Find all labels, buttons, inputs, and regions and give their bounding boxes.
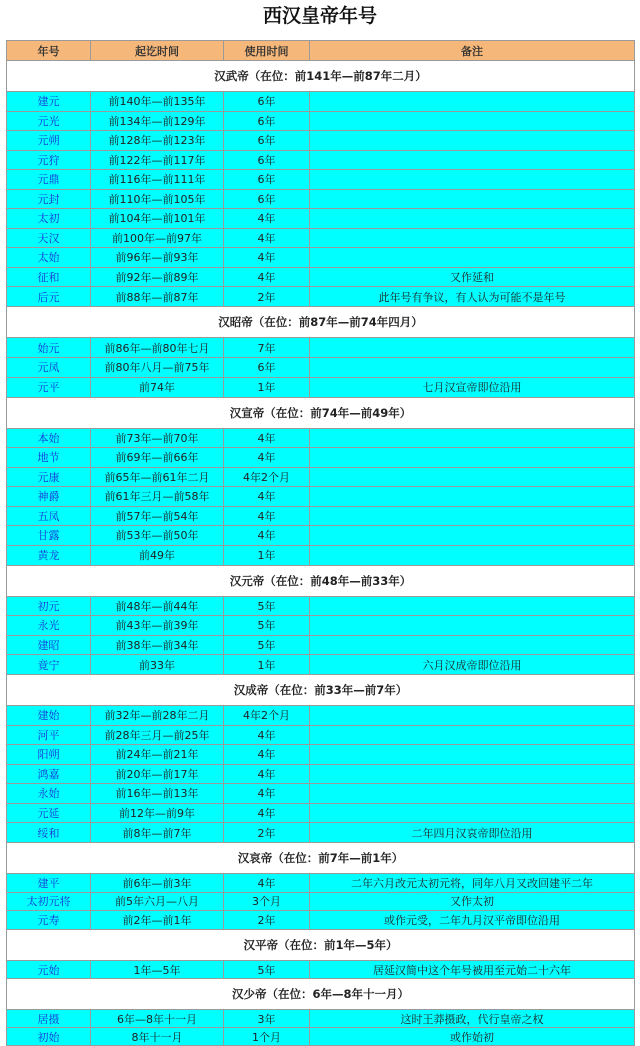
- era-row: [7, 428, 635, 448]
- era-duration: 4年: [224, 428, 310, 448]
- emperor-heading: 汉武帝（在位：前141年—前87年二月）: [7, 61, 635, 92]
- era-period: 前57年—前54年: [91, 506, 224, 526]
- era-name: 永光: [7, 616, 91, 636]
- era-notes: [310, 616, 635, 636]
- era-name: 天汉: [7, 228, 91, 248]
- era-name: 元延: [7, 803, 91, 823]
- header-notes: 备注: [310, 41, 635, 61]
- era-row: [7, 506, 635, 526]
- era-row: [7, 287, 635, 307]
- era-period: 前53年—前50年: [91, 526, 224, 546]
- era-notes: [310, 545, 635, 565]
- era-duration: 6年: [224, 92, 310, 112]
- era-period: 前88年—前87年: [91, 287, 224, 307]
- era-duration: 4年: [224, 725, 310, 745]
- era-duration: 4年: [224, 784, 310, 804]
- era-duration: 6年: [224, 358, 310, 378]
- emperor-row: [7, 565, 635, 596]
- era-notes: [310, 764, 635, 784]
- era-notes: 或作始初: [310, 1028, 635, 1046]
- era-name: 五凤: [7, 506, 91, 526]
- era-name: 征和: [7, 267, 91, 287]
- era-name: 地节: [7, 448, 91, 468]
- era-period: 前5年六月—八月: [91, 892, 224, 911]
- era-name: 元朔: [7, 131, 91, 151]
- era-notes: 二年六月改元太初元将，同年八月又改回建平二年: [310, 874, 635, 893]
- era-notes: 又作延和: [310, 267, 635, 287]
- era-name: 本始: [7, 428, 91, 448]
- era-row: [7, 545, 635, 565]
- era-duration: 4年2个月: [224, 706, 310, 726]
- era-notes: [310, 635, 635, 655]
- era-duration: 1年: [224, 655, 310, 675]
- emperor-heading: 汉哀帝（在位：前7年—前1年）: [7, 843, 635, 874]
- era-period: 前8年—前7年: [91, 823, 224, 843]
- header-duration: 使用时间: [224, 41, 310, 61]
- era-row: [7, 92, 635, 112]
- era-period: 前2年—前1年: [91, 911, 224, 930]
- era-notes: [310, 526, 635, 546]
- era-name: 元鼎: [7, 170, 91, 190]
- era-row: [7, 526, 635, 546]
- era-duration: 1个月: [224, 1028, 310, 1046]
- era-notes: [310, 92, 635, 112]
- era-row: [7, 706, 635, 726]
- era-name: 阳朔: [7, 745, 91, 765]
- era-notes: 又作太初: [310, 892, 635, 911]
- era-notes: 二年四月汉哀帝即位沿用: [310, 823, 635, 843]
- era-notes: [310, 338, 635, 358]
- era-row: [7, 170, 635, 190]
- era-duration: 4年: [224, 506, 310, 526]
- era-row: [7, 338, 635, 358]
- era-row: [7, 228, 635, 248]
- era-name: 永始: [7, 784, 91, 804]
- era-period: 前20年—前17年: [91, 764, 224, 784]
- era-duration: 4年: [224, 267, 310, 287]
- era-row: [7, 823, 635, 843]
- era-notes: [310, 706, 635, 726]
- era-duration: 4年: [224, 874, 310, 893]
- era-row: [7, 874, 635, 893]
- emperor-heading: 汉少帝（在位：6年—8年十一月）: [7, 979, 635, 1010]
- emperor-row: [7, 930, 635, 961]
- era-duration: 1年: [224, 377, 310, 397]
- table-header: [7, 41, 635, 61]
- era-name: 太初: [7, 209, 91, 229]
- era-name: 建元: [7, 92, 91, 112]
- era-notes: 这时王莽摄政，代行皇帝之权: [310, 1010, 635, 1028]
- era-duration: 3年: [224, 1010, 310, 1028]
- emperor-heading: 汉昭帝（在位：前87年—前74年四月）: [7, 307, 635, 338]
- era-row: [7, 467, 635, 487]
- era-row: [7, 131, 635, 151]
- era-duration: 4年: [224, 764, 310, 784]
- era-duration: 4年: [224, 526, 310, 546]
- era-name: 元封: [7, 189, 91, 209]
- era-duration: 1年: [224, 545, 310, 565]
- era-notes: [310, 358, 635, 378]
- era-duration: 7年: [224, 338, 310, 358]
- era-notes: [310, 228, 635, 248]
- era-row: [7, 248, 635, 268]
- era-name: 鸿嘉: [7, 764, 91, 784]
- era-duration: 6年: [224, 189, 310, 209]
- era-period: 前38年—前34年: [91, 635, 224, 655]
- era-period: 前6年—前3年: [91, 874, 224, 893]
- era-notes: [310, 596, 635, 616]
- era-duration: 6年: [224, 150, 310, 170]
- era-notes: [310, 248, 635, 268]
- era-period: 前134年—前129年: [91, 111, 224, 131]
- emperor-heading: 汉宣帝（在位：前74年—前49年）: [7, 397, 635, 428]
- era-notes: 此年号有争议，有人认为可能不是年号: [310, 287, 635, 307]
- era-notes: [310, 428, 635, 448]
- era-row: [7, 725, 635, 745]
- era-row: [7, 596, 635, 616]
- era-duration: 4年: [224, 228, 310, 248]
- era-name: 元寿: [7, 911, 91, 930]
- era-duration: 4年: [224, 248, 310, 268]
- era-period: 前116年—前111年: [91, 170, 224, 190]
- era-notes: 六月汉成帝即位沿用: [310, 655, 635, 675]
- era-period: 前24年—前21年: [91, 745, 224, 765]
- era-name: 建始: [7, 706, 91, 726]
- emperor-row: [7, 307, 635, 338]
- era-name: 河平: [7, 725, 91, 745]
- era-period: 前48年—前44年: [91, 596, 224, 616]
- era-row: [7, 764, 635, 784]
- era-row: [7, 784, 635, 804]
- table-body: [7, 61, 635, 1046]
- era-name: 黄龙: [7, 545, 91, 565]
- era-duration: 5年: [224, 616, 310, 636]
- era-notes: 七月汉宣帝即位沿用: [310, 377, 635, 397]
- era-period: 前69年—前66年: [91, 448, 224, 468]
- era-name: 太初元将: [7, 892, 91, 911]
- emperor-row: [7, 979, 635, 1010]
- era-name: 太始: [7, 248, 91, 268]
- era-notes: 或作元受，二年九月汉平帝即位沿用: [310, 911, 635, 930]
- era-name: 甘露: [7, 526, 91, 546]
- era-period: 前43年—前39年: [91, 616, 224, 636]
- era-name: 元始: [7, 961, 91, 979]
- era-name: 竟宁: [7, 655, 91, 675]
- era-row: [7, 448, 635, 468]
- era-duration: 4年: [224, 487, 310, 507]
- era-name: 神爵: [7, 487, 91, 507]
- era-notes: [310, 150, 635, 170]
- era-name: 初元: [7, 596, 91, 616]
- era-notes: [310, 170, 635, 190]
- page-title: 西汉皇帝年号: [262, 5, 377, 27]
- era-period: 前104年—前101年: [91, 209, 224, 229]
- era-name: 建昭: [7, 635, 91, 655]
- era-period: 6年—8年十一月: [91, 1010, 224, 1028]
- era-name: 绥和: [7, 823, 91, 843]
- era-period: 8年十一月: [91, 1028, 224, 1046]
- era-row: [7, 961, 635, 979]
- era-period: 前61年三月—前58年: [91, 487, 224, 507]
- era-table: [6, 40, 635, 1046]
- era-row: [7, 150, 635, 170]
- era-period: 前73年—前70年: [91, 428, 224, 448]
- era-duration: 6年: [224, 170, 310, 190]
- era-name: 元凤: [7, 358, 91, 378]
- era-row: [7, 803, 635, 823]
- era-notes: [310, 467, 635, 487]
- era-notes: [310, 506, 635, 526]
- era-notes: [310, 448, 635, 468]
- era-notes: [310, 725, 635, 745]
- era-row: [7, 209, 635, 229]
- era-period: 前32年—前28年二月: [91, 706, 224, 726]
- era-row: [7, 745, 635, 765]
- emperor-row: [7, 61, 635, 92]
- era-name: 元平: [7, 377, 91, 397]
- era-notes: [310, 189, 635, 209]
- emperor-row: [7, 675, 635, 706]
- emperor-heading: 汉元帝（在位：前48年—前33年）: [7, 565, 635, 596]
- era-row: [7, 487, 635, 507]
- emperor-row: [7, 397, 635, 428]
- era-row: [7, 1010, 635, 1028]
- era-duration: 2年: [224, 823, 310, 843]
- era-duration: 5年: [224, 635, 310, 655]
- emperor-heading: 汉平帝（在位：前1年—5年）: [7, 930, 635, 961]
- era-duration: 4年: [224, 209, 310, 229]
- era-row: [7, 1028, 635, 1046]
- era-row: [7, 267, 635, 287]
- era-period: 前100年—前97年: [91, 228, 224, 248]
- era-notes: [310, 209, 635, 229]
- era-name: 元康: [7, 467, 91, 487]
- era-duration: 2年: [224, 911, 310, 930]
- era-name: 元光: [7, 111, 91, 131]
- era-duration: 5年: [224, 596, 310, 616]
- header-period: 起讫时间: [91, 41, 224, 61]
- era-notes: [310, 111, 635, 131]
- emperor-heading: 汉成帝（在位：前33年—前7年）: [7, 675, 635, 706]
- era-row: [7, 655, 635, 675]
- emperor-row: [7, 843, 635, 874]
- era-duration: 6年: [224, 111, 310, 131]
- era-name: 建平: [7, 874, 91, 893]
- era-duration: 5年: [224, 961, 310, 979]
- era-duration: 4年2个月: [224, 467, 310, 487]
- era-period: 前16年—前13年: [91, 784, 224, 804]
- era-period: 前92年—前89年: [91, 267, 224, 287]
- era-period: 前65年—前61年二月: [91, 467, 224, 487]
- era-notes: [310, 745, 635, 765]
- era-name: 初始: [7, 1028, 91, 1046]
- era-duration: 4年: [224, 803, 310, 823]
- era-name: 始元: [7, 338, 91, 358]
- era-period: 前122年—前117年: [91, 150, 224, 170]
- era-row: [7, 892, 635, 911]
- era-period: 前86年—前80年七月: [91, 338, 224, 358]
- era-period: 前128年—前123年: [91, 131, 224, 151]
- era-notes: [310, 131, 635, 151]
- era-duration: 4年: [224, 448, 310, 468]
- era-row: [7, 189, 635, 209]
- era-period: 1年—5年: [91, 961, 224, 979]
- era-notes: 居延汉简中这个年号被用至元始二十六年: [310, 961, 635, 979]
- era-period: 前96年—前93年: [91, 248, 224, 268]
- era-period: 前140年—前135年: [91, 92, 224, 112]
- era-row: [7, 358, 635, 378]
- era-period: 前33年: [91, 655, 224, 675]
- era-period: 前80年八月—前75年: [91, 358, 224, 378]
- era-name: 元狩: [7, 150, 91, 170]
- era-period: 前110年—前105年: [91, 189, 224, 209]
- era-notes: [310, 803, 635, 823]
- era-period: 前49年: [91, 545, 224, 565]
- era-duration: 4年: [224, 745, 310, 765]
- era-row: [7, 111, 635, 131]
- era-period: 前28年三月—前25年: [91, 725, 224, 745]
- era-row: [7, 616, 635, 636]
- era-duration: 6年: [224, 131, 310, 151]
- era-period: 前74年: [91, 377, 224, 397]
- era-row: [7, 635, 635, 655]
- era-notes: [310, 784, 635, 804]
- era-period: 前12年—前9年: [91, 803, 224, 823]
- era-row: [7, 911, 635, 930]
- era-duration: 2年: [224, 287, 310, 307]
- era-name: 居摄: [7, 1010, 91, 1028]
- era-row: [7, 377, 635, 397]
- era-notes: [310, 487, 635, 507]
- era-name: 后元: [7, 287, 91, 307]
- header-era-name: 年号: [7, 41, 91, 61]
- era-duration: 3个月: [224, 892, 310, 911]
